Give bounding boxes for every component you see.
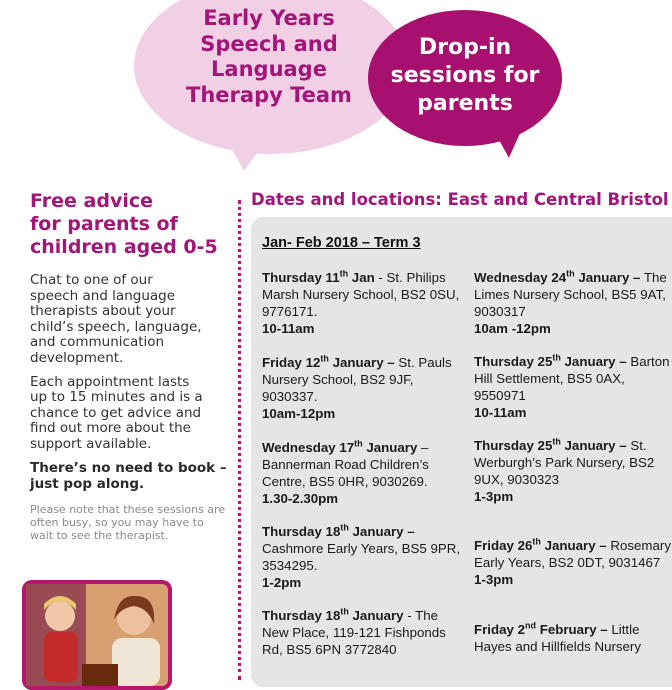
text-line: support available. — [30, 435, 152, 452]
heading-line: Free advice — [30, 190, 153, 212]
session-location: Cashmore Early Years, BS5 9PR, 3534295. — [262, 541, 461, 573]
text-line: wait to see the therapist. — [30, 528, 169, 542]
session-month: January – — [560, 438, 627, 453]
session-sep: - — [374, 270, 387, 285]
session-location: Barton Hill Settlement, BS5 0AX, 9550971 — [474, 354, 670, 403]
text-line: therapists about your — [30, 303, 176, 320]
session-month: Jan — [348, 270, 375, 285]
session-month: January – — [574, 270, 641, 285]
text-line: Chat to one of our — [30, 272, 153, 288]
appointment-paragraph — [30, 375, 230, 453]
left-column — [30, 190, 230, 542]
session-entry — [262, 354, 467, 422]
text-line: There’s no need to book – — [30, 459, 227, 476]
text-line: up to 15 minutes and is a — [30, 389, 203, 406]
session-day-suffix: th — [552, 436, 561, 447]
dropin-title-line: sessions for — [390, 63, 540, 88]
session-day — [474, 354, 627, 369]
session-day — [262, 355, 395, 370]
team-title-line: Early Years — [203, 6, 335, 30]
session-time: 1-3pm — [474, 489, 514, 504]
session-entry — [262, 269, 467, 337]
session-day-text: Thursday 25 — [474, 354, 553, 369]
session-location: St. Philips Marsh Nursery School, BS2 0SU, 9776171. — [262, 270, 460, 319]
session-entry — [474, 269, 672, 337]
session-day-suffix: th — [566, 268, 575, 279]
no-booking-note — [30, 460, 230, 492]
speech-bubble-tail — [224, 135, 270, 171]
session-day-text: Friday 12 — [262, 355, 321, 370]
session-entry — [474, 437, 672, 505]
session-day — [262, 524, 415, 539]
session-month: January – — [328, 355, 395, 370]
session-day-text: Thursday 25 — [474, 438, 553, 453]
session-day — [474, 438, 627, 453]
heading-line: children aged 0-5 — [30, 236, 218, 258]
text-line: speech and language — [30, 287, 176, 304]
session-time: 10am-12pm — [262, 406, 336, 421]
session-day-text: Wednesday 17 — [262, 440, 355, 455]
session-day — [262, 440, 417, 455]
session-day — [474, 538, 607, 553]
heading-line: for parents of — [30, 213, 178, 235]
session-time: 1.30-2.30pm — [262, 491, 339, 506]
session-day — [474, 622, 608, 637]
text-line: development. — [30, 349, 124, 366]
session-day — [262, 608, 404, 623]
text-line: Please note that these sessions are — [30, 502, 226, 516]
session-location: The New Place, 119-121 Fishponds Rd, BS5 6PN 3772840 — [262, 608, 446, 657]
session-day — [262, 270, 375, 285]
session-day-suffix: th — [340, 522, 349, 533]
session-day — [474, 270, 640, 285]
session-entry — [262, 607, 467, 658]
session-day-text: Friday 2 — [474, 622, 525, 637]
session-month: January — [348, 608, 404, 623]
session-time: 1-3pm — [474, 572, 514, 587]
dates-heading: Dates and locations: East and Central Bristol — [251, 190, 669, 209]
dropin-title-line: Drop-in — [418, 35, 512, 60]
session-day-text: Thursday 18 — [262, 524, 341, 539]
session-location: Rosemary Early Years, BS2 0DT, 9031467 — [474, 538, 671, 570]
team-title-line: Language — [211, 57, 327, 81]
text-line: child’s speech, language, — [30, 318, 202, 335]
session-sep: - — [403, 608, 416, 623]
session-time: 10am -12pm — [474, 321, 551, 336]
team-title-line: Speech and — [200, 31, 338, 56]
session-entry — [262, 439, 467, 507]
session-month: January – — [540, 538, 607, 553]
children-photo — [22, 580, 172, 690]
session-day-suffix: th — [552, 352, 561, 363]
free-advice-heading — [30, 190, 230, 259]
text-line: just pop along. — [30, 475, 145, 492]
session-month: February – — [536, 622, 608, 637]
session-day-text: Friday 26 — [474, 538, 533, 553]
session-location: The Limes Nursery School, BS5 9AT, 9030317 — [474, 270, 667, 319]
session-day-suffix: th — [320, 353, 329, 364]
session-location: Bannerman Road Children’s Centre, BS5 0HR, 9030269. — [262, 457, 429, 489]
session-sep: – — [417, 440, 429, 455]
session-day-suffix: th — [339, 268, 349, 279]
term-heading: Jan- Feb 2018 – Term 3 — [262, 235, 421, 251]
busy-note — [30, 503, 230, 542]
intro-paragraph — [30, 273, 230, 367]
session-entry — [474, 621, 672, 655]
session-day-suffix: th — [354, 438, 363, 449]
dropin-title-line: parents — [417, 91, 513, 116]
text-line: often busy, so you may have to — [30, 515, 204, 529]
session-day-text: Thursday 18 — [262, 608, 341, 623]
text-line: chance to get advice and — [30, 404, 202, 421]
text-line: find out more about the — [30, 420, 191, 437]
children-photo-image — [22, 580, 172, 690]
session-location: Little Hayes and Hillfields Nursery — [474, 622, 642, 654]
session-location: St. Werburgh’s Park Nursery, BS2 9UX, 9030323 — [474, 438, 655, 487]
session-time: 10-11am — [474, 405, 527, 420]
session-day-text: Thursday 11 — [262, 270, 340, 285]
session-day-suffix: th — [532, 536, 541, 547]
team-title-line: Therapy Team — [186, 82, 352, 107]
session-day-suffix: nd — [525, 620, 536, 631]
session-month: January – — [560, 354, 627, 369]
text-line: and communication — [30, 334, 165, 351]
session-day-text: Wednesday 24 — [474, 270, 567, 285]
session-month: January – — [348, 524, 415, 539]
dotted-divider — [238, 200, 241, 680]
session-month: January — [362, 440, 418, 455]
team-title — [176, 6, 362, 108]
session-entry — [474, 353, 672, 421]
text-line: Each appointment lasts — [30, 373, 190, 390]
session-day-suffix: th — [340, 606, 349, 617]
session-location: St. Pauls Nursery School, BS2 9JF, 9030337. — [262, 355, 452, 404]
session-time: 1-2pm — [262, 575, 302, 590]
session-entry — [262, 523, 467, 591]
session-entry — [474, 537, 672, 588]
speech-bubble-tail — [490, 114, 538, 161]
dropin-title — [378, 34, 552, 118]
session-time: 10-11am — [262, 321, 315, 336]
